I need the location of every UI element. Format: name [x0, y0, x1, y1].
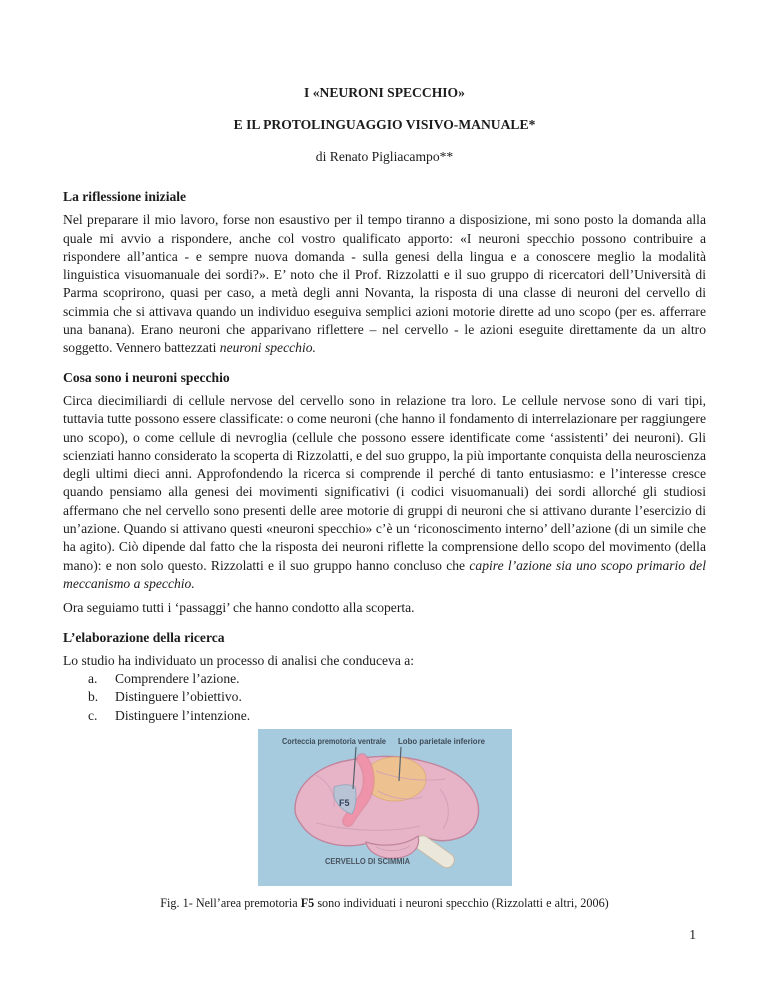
figure-caption [63, 895, 706, 911]
monkey-brain-diagram [258, 729, 512, 886]
list-item-marker: b. [88, 689, 99, 705]
paragraph-cosa-sono-text: Circa diecimiliardi di cellule nervose del cervello sono in relazione tra loro. Le cellule nervose sono di vari tipi, tuttavia tutte possono essere classificate: o come neuroni (che hanno il fondamento di interrelazionare per raggiungere uno scopo), o come cellule di nevroglia (cellule che possono essere identificate come ‘assistenti’ dei neuroni). Gli scienziati hanno considerato la scoperta di Rizzolatti, e del suo gruppo, la più importante conquista della neuroscienza degli ultimi dieci anni. Approfondendo la ricerca si comprende il perché di tanto entusiasmo: e l’interesse cresce quando pensiamo alla genesi dei movimenti significativi (i codici visuomanuali) dei sordi allorché gli studiosi affermano che nel cervello sono presenti delle aree motorie di gruppi di neuroni che si attivano durante l’esercizio di un’azione. Quando si attivano questi «neuroni specchio» c’è un ‘riconoscimento interno’ dell’azione (di un simile che ha agito). Ciò dipende dal fatto che la risposta dei neuroni riflette la comprensione dello scopo del movimento (della mano): e non solo questo. Rizzolatti e il suo gruppo hanno concluso che [63, 392, 706, 573]
document-title-line2: E IL PROTOLINGUAGGIO VISIVO-MANUALE* [233, 117, 536, 132]
list-item-text: Distinguere l’intenzione. [115, 707, 251, 723]
label-cervello-di-scimmia: CERVELLO DI SCIMMIA [324, 856, 410, 867]
figure-caption-bold: F5 [300, 896, 315, 911]
list-item-text: Comprendere l’azione. [115, 671, 240, 687]
list-item [88, 670, 706, 688]
paragraph-riflessione-italic: neuroni specchio. [219, 340, 316, 356]
document-title-line1: I «NEURONI SPECCHIO» [304, 85, 465, 100]
label-f5: F5 [338, 798, 350, 809]
document-byline: di Renato Pigliacampo** [315, 149, 454, 164]
paragraph-cosa-sono-italic: capire l’azione sia uno scopo primario del meccanismo a specchio. [63, 557, 706, 591]
paragraph-riflessione [63, 211, 706, 357]
paragraph-riflessione-text: Nel preparare il mio lavoro, forse non esaustivo per il tempo tiranno a disposizione, mi sono posto la domanda alla quale mi avvio a rispondere, anche col vostro qualificato apporto: «I neuroni specchio possono contribuire a rispondere all’antica - e sempre nuova domanda - sulla genesi della lingua e a conoscere meglio la modalità linguistica visuomanuale dei sordi?». E’ noto che il Prof. Rizzolatti e il suo gruppo di ricercatori dell’Università di Parma scoprirono, quasi per caso, a metà degli anni Novanta, la risposta di una classe di neuroni del cervello di scimmia che si attivava quando un individuo eseguiva semplici azioni motorie dirette ad uno scopo (per es. afferrare una banana). Erano neuroni che apparivano riflettere – nel cervello - le azioni eseguite direttamente da un altro soggetto. Vennero battezzati [63, 212, 706, 356]
figure-monkey-brain [258, 729, 512, 886]
list-item [88, 688, 706, 706]
page-content [63, 0, 706, 911]
paragraph-lo-studio: Lo studio ha individuato un processo di analisi che conduceva a: [63, 652, 415, 668]
heading-elaborazione: L’elaborazione della ricerca [63, 629, 225, 645]
list-item-marker: a. [88, 671, 98, 687]
figure-caption-text: Fig. 1- Nell’area premotoria [160, 896, 301, 911]
paragraph-cosa-sono [63, 392, 706, 593]
list-item [88, 707, 706, 725]
page-number: 1 [689, 927, 696, 942]
analysis-list [88, 670, 706, 725]
list-item-text: Distinguere l’obiettivo. [115, 689, 242, 705]
figure-caption-text: sono individuati i neuroni specchio (Rizzolatti e altri, 2006) [314, 896, 609, 911]
heading-cosa-sono: Cosa sono i neuroni specchio [63, 369, 230, 385]
heading-riflessione-iniziale: La riflessione iniziale [63, 189, 187, 204]
label-lobo-parietale: Lobo parietale inferiore [397, 736, 485, 747]
paragraph-ora-seguiamo: Ora seguiamo tutti i ‘passaggi’ che hanno condotto alla scoperta. [63, 600, 415, 616]
label-corteccia-premotoria: Corteccia premotoria ventrale [281, 736, 386, 747]
list-item-marker: c. [88, 707, 98, 723]
